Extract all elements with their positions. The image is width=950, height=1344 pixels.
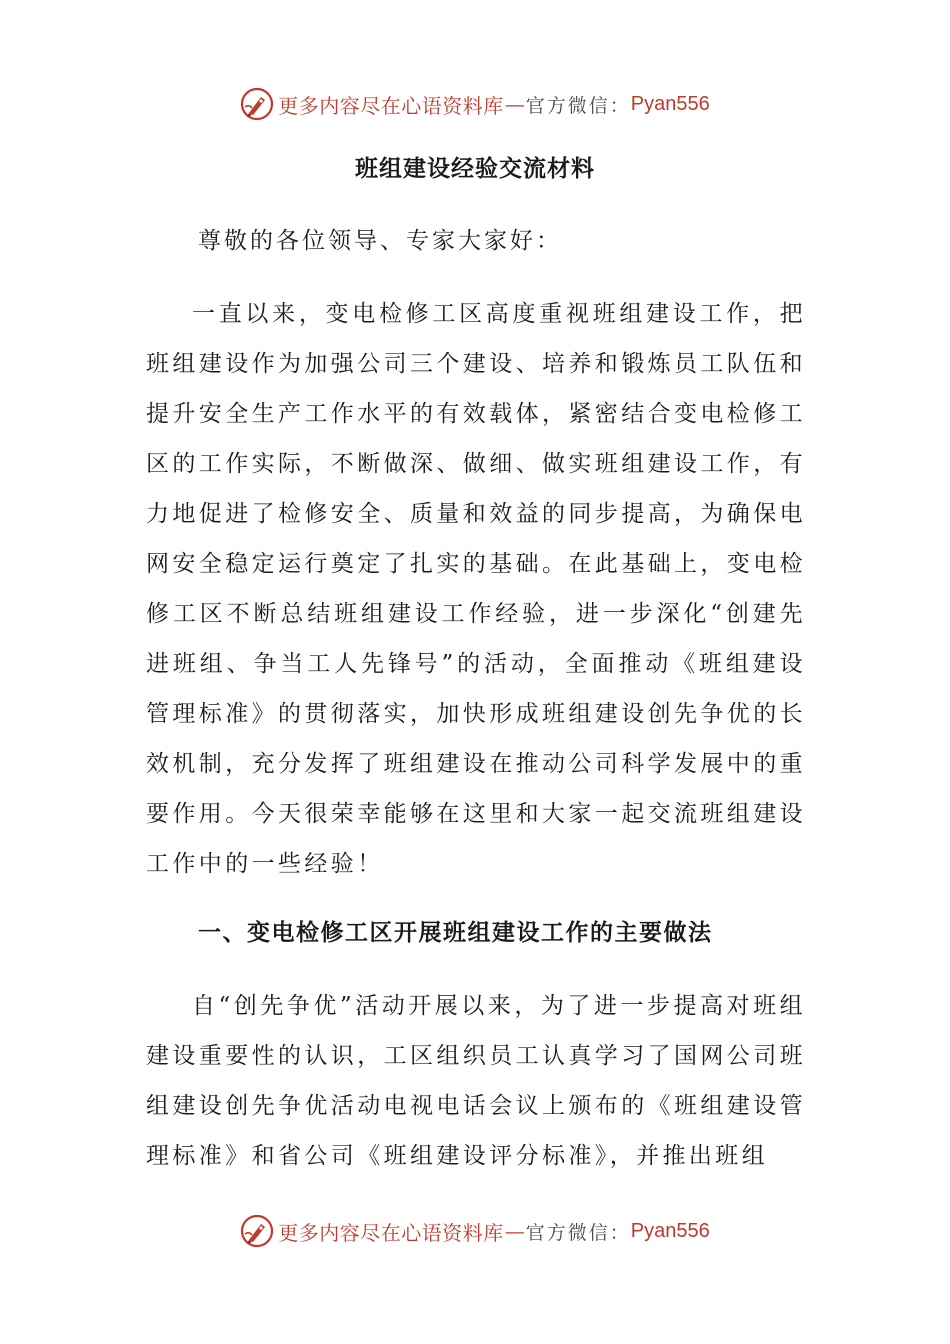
watermark-site-text: 更多内容尽在心语资料库 [278, 93, 504, 118]
pen-nib-logo-icon [240, 87, 274, 121]
watermark-dash: — [504, 92, 525, 116]
document-title: 班组建设经验交流材料 [355, 155, 595, 182]
body-paragraph-1: 一直以来，变电检修工区高度重视班组建设工作，把班组建设作为加强公司三个建设、培养和锻炼员工队伍和提升安全生产工作水平的有效载体，紧密结合变电检修工区的工作实际，不断做深、做细、做实班组建设工作，有力地促进了检修安全、质量和效益的同步提高，为确保电网安全稳定运行奠定了扎实的基础。在此基础上，变电检修工区不断总结班组建设工作经验，进一步深化“创建先进班组、争当工人先锋号”的活动，全面推动《班组建设管理标准》的贯彻落实，加快形成班组建设创先争优的长效机制，充分发挥了班组建设在推动公司科学发展中的重要作用。今天很荣幸能够在这里和大家一起交流班组建设工作中的一些经验！ [146, 301, 806, 877]
watermark-wechat-id: Pyan556 [630, 1219, 710, 1242]
footer-watermark [0, 1211, 950, 1251]
greeting-line: 尊敬的各位领导、专家大家好： [198, 228, 562, 254]
pen-nib-logo-icon [240, 1214, 274, 1248]
body-paragraph-2: 自“创先争优”活动开展以来，为了进一步提高对班组建设重要性的认识，工区组织员工认真学习了国网公司班组建设创先争优活动电视电话会议上颁布的《班组建设管理标准》和省公司《班组建设评分标准》，并推出班组 [146, 993, 806, 1169]
watermark-site-text: 更多内容尽在心语资料库 [278, 1220, 504, 1245]
watermark-wechat-label: 官方微信： [525, 1221, 631, 1244]
watermark-wechat-label: 官方微信： [525, 94, 631, 117]
watermark-wechat-id: Pyan556 [630, 92, 710, 115]
section-heading-1: 一、变电检修工区开展班组建设工作的主要做法 [198, 919, 713, 946]
header-watermark [0, 84, 950, 124]
watermark-dash: — [504, 1219, 525, 1243]
